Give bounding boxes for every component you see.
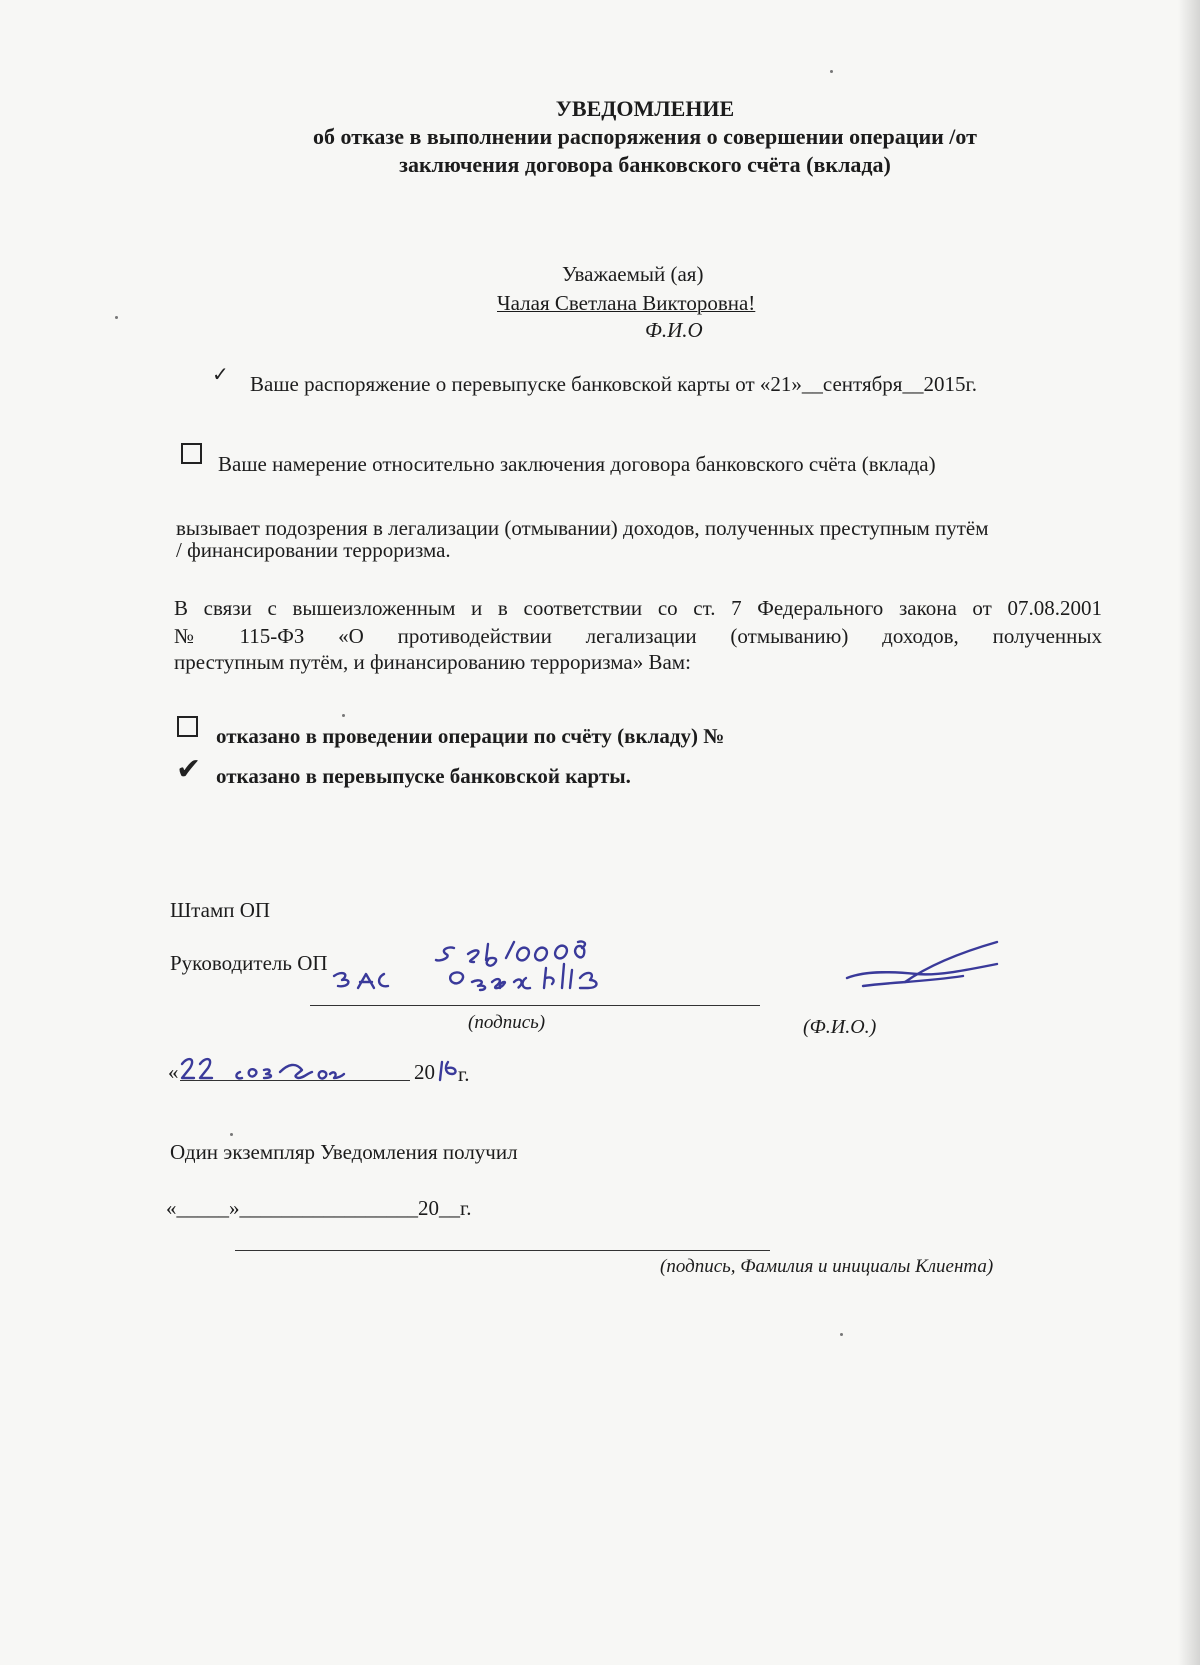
salutation-greeting: Уважаемый (ая)	[562, 262, 704, 286]
stamp-label: Штамп ОП	[170, 898, 271, 922]
paragraph2-line3: преступным путём, и финансированию терроризма» Вам:	[174, 650, 691, 674]
fio-caption: (Ф.И.О.)	[803, 1016, 877, 1038]
document-subtitle-line2: заключения договора банковского счёта (вклада)	[399, 152, 891, 177]
handwritten-signature	[845, 940, 1005, 1000]
recipient-name: Чалая Светлана Викторовна!	[497, 291, 756, 315]
sign-date-open: «	[168, 1060, 179, 1084]
recipient-name-caption: Ф.И.О	[645, 318, 703, 342]
intent-checkbox[interactable]	[181, 443, 202, 464]
receipt-label: Один экземпляр Уведомления получил	[170, 1140, 518, 1164]
check-mark-icon: ✓	[212, 362, 229, 386]
refuse-operation-text: отказано в проведении операции по счёту (вкладу) №	[216, 724, 725, 748]
check-mark-icon: ✔	[176, 752, 202, 787]
refuse-card-text: отказано в перевыпуске банковской карты.	[216, 764, 631, 788]
document-title: УВЕДОМЛЕНИЕ	[555, 96, 735, 121]
scan-edge-shadow	[1178, 0, 1200, 1665]
sign-date-year: 20	[414, 1060, 435, 1084]
paragraph2-line1: В связи с вышеизложенным и в соответствии со ст. 7 Федерального закона от 07.08.2001	[174, 596, 1102, 620]
handwritten-date	[180, 1050, 410, 1090]
option-order-text: Ваше распоряжение о перевыпуске банковской карты от «21»__сентября__2015г.	[250, 372, 977, 396]
receipt-caption: (подпись, Фамилия и инициалы Клиента)	[660, 1256, 994, 1277]
receipt-date: «_____»_________________20__г.	[166, 1196, 472, 1220]
sign-date-suffix: г.	[458, 1062, 470, 1086]
signature-line	[310, 1005, 760, 1006]
date-line	[180, 1080, 410, 1081]
receipt-signature-line	[235, 1250, 770, 1251]
signature-caption: (подпись)	[468, 1012, 546, 1033]
option-intent-text: Ваше намерение относительно заключения договора банковского счёта (вклада)	[218, 452, 936, 476]
paragraph1-line2: / финансировании терроризма.	[176, 538, 451, 562]
handwritten-stamp-text	[320, 942, 720, 1002]
paragraph2-line2: № 115-ФЗ «О противодействии легализации (отмыванию) доходов, полученных	[174, 624, 1102, 648]
refuse-operation-checkbox[interactable]	[177, 716, 198, 737]
document-subtitle-line1: об отказе в выполнении распоряжения о совершении операции /от	[313, 124, 977, 149]
head-label: Руководитель ОП	[170, 951, 328, 975]
paragraph1-line1: вызывает подозрения в легализации (отмывании) доходов, полученных преступным путём	[176, 516, 989, 540]
